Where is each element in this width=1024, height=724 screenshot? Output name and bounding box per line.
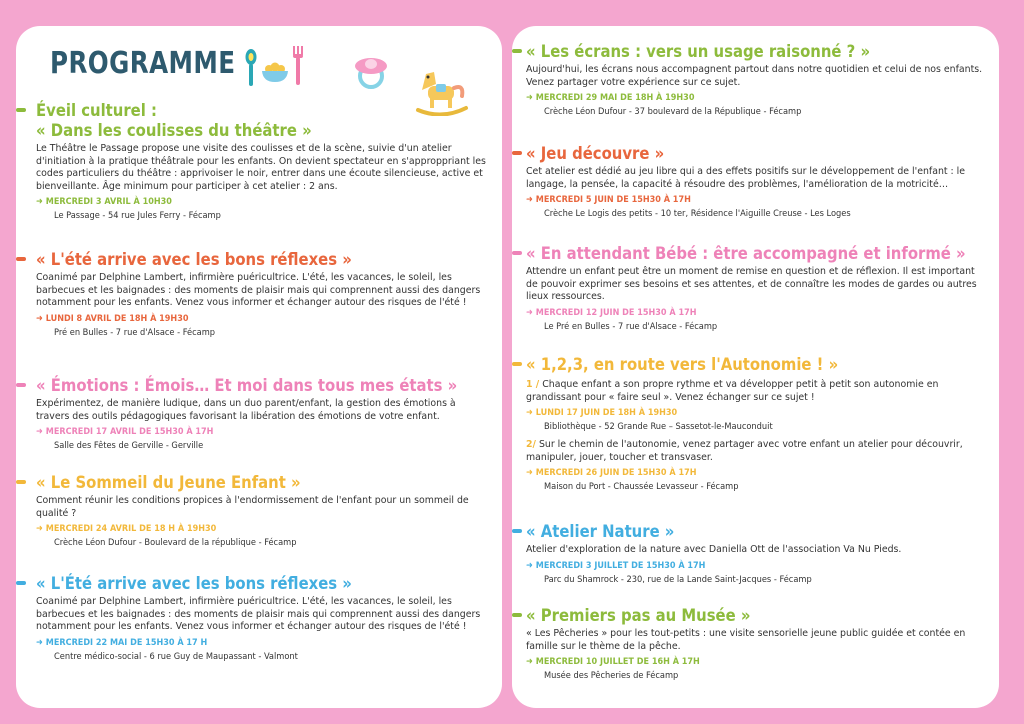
event-autonomie (526, 355, 986, 493)
bullet-marker (512, 151, 522, 155)
event-title (526, 355, 986, 374)
event-title (36, 376, 491, 395)
event-emotions (36, 376, 491, 452)
event-date (36, 426, 491, 438)
event-title-text: « Les écrans : vers un usage raisonné ? » (526, 42, 871, 61)
event-title-line1: Éveil culturel : (36, 101, 157, 120)
event-place: Salle des Fêtes de Gerville - Gerville (54, 440, 204, 452)
event-part1-date (526, 407, 986, 419)
event-date-text: MERCREDI 24 AVRIL DE 18 H À 19H30 (45, 524, 217, 535)
event-date-text: MERCREDI 3 AVRIL À 10H30 (45, 197, 172, 208)
arrow-right-icon: ➜ (526, 657, 533, 668)
event-description: Attendre un enfant peut être un moment de remise en question et de réflexion. Il est important de pouvoir exprimer ses besoins et ses attentes, et de connaître les modes de gardes ou autres lieux ressources. (526, 266, 977, 303)
event-date-text: MERCREDI 29 MAI DE 18H À 19H30 (535, 93, 695, 104)
event-description: Expérimentez, de manière ludique, dans un duo parent/enfant, la gestion des émotions à travers des outils pédagogiques favorisant la libération des émotions de votre enfant. (36, 398, 456, 422)
part-text: Chaque enfant a son propre rythme et va développer petit à petit son autonomie en grandissant pour « faire seul ». Venez échanger sur ce sujet ! (526, 379, 939, 403)
event-ecrans (526, 42, 986, 118)
arrow-right-icon: ➜ (526, 93, 533, 104)
event-description: Aujourd'hui, les écrans nous accompagnent partout dans notre quotidien et celui de nos enfants. Venez partager votre expérience sur ce sujet. (526, 64, 983, 88)
event-part1-place: Bibliothèque - 52 Grande Rue – Sassetot-le-Mauconduit (544, 421, 773, 433)
left-panel (16, 26, 502, 708)
bullet-marker (512, 529, 522, 533)
event-title (36, 473, 491, 492)
event-title (36, 101, 491, 120)
arrow-right-icon: ➜ (36, 427, 43, 438)
event-eveil-culturel (36, 101, 491, 222)
event-title (36, 250, 491, 269)
event-date (526, 194, 986, 206)
bullet-marker (16, 108, 26, 112)
event-place: Musée des Pêcheries de Fécamp (544, 670, 679, 682)
event-title-text: « L'Été arrive avec les bons réflexes » (36, 574, 352, 593)
event-date-text: MERCREDI 12 JUIN DE 15H30 À 17H (535, 307, 697, 318)
bullet-marker (512, 49, 522, 53)
event-description: Coanimé par Delphine Lambert, infirmière puéricultrice. L'été, les vacances, le soleil, les barbecues et les baignades : des moments de plaisir mais qui comprennent aussi des dangers notamment pour les enfants. Venez vous informer et échanger autour des risques de l'été ! (36, 272, 481, 309)
event-title (526, 522, 986, 541)
part-number: 2/ (526, 439, 536, 451)
event-place: Crèche Léon Dufour - 37 boulevard de la République - Fécamp (544, 106, 802, 118)
bowl-icon (260, 62, 290, 84)
bullet-marker (512, 362, 522, 366)
event-place: Pré en Bulles - 7 rue d'Alsace - Fécamp (54, 326, 215, 338)
event-date-text: MERCREDI 26 JUIN DE 15H30 À 17H (535, 468, 697, 479)
event-date (36, 196, 491, 208)
event-date (36, 313, 491, 325)
event-attendant-bebe (526, 244, 986, 333)
right-panel (512, 26, 999, 708)
bullet-marker (16, 581, 26, 585)
part-text: Sur le chemin de l'autonomie, venez partager avec votre enfant un atelier pour découvrir, manipuler, jouer, toucher et transvaser. (526, 439, 963, 463)
event-place: Crèche Léon Dufour - Boulevard de la république - Fécamp (54, 537, 297, 549)
event-premiers-pas-musee (526, 606, 986, 682)
event-description: Comment réunir les conditions propices à l'endormissement de l'enfant pour un sommeil de qualité ? (36, 495, 469, 519)
event-place: Le Pré en Bulles - 7 rue d'Alsace - Fécamp (544, 320, 718, 332)
event-title (36, 574, 491, 593)
event-date-text: MERCREDI 22 MAI DE 15H30 À 17 H (45, 637, 208, 648)
event-date-text: LUNDI 8 AVRIL DE 18H À 19H30 (45, 313, 189, 324)
event-title (526, 144, 986, 163)
event-part2-place: Maison du Port - Chaussée Levasseur - Fécamp (544, 481, 739, 493)
event-description: Le Théâtre le Passage propose une visite des coulisses et de la scène, suivie d'un atelier d'initiation à la pratique théâtrale pour les enfants. On devient spectateur en s'approppriant les codes particuliers du théâtre : apprivoiser le noir, entrer dans une écoute silencieuse, active et bienveillante. Âge minimum pour participer à cet atelier : 2 ans. (36, 143, 486, 192)
arrow-right-icon: ➜ (526, 195, 533, 206)
event-description: Coanimé par Delphine Lambert, infirmière puéricultrice. L'été, les vacances, le soleil, les barbecues et les baignades : des moments de plaisir mais qui comprennent aussi des dangers notamment pour les enfants. Venez vous informer et échanger autour des risques de l'été ! (36, 596, 481, 633)
event-date-text: MERCREDI 5 JUIN DE 15H30 À 17H (535, 195, 691, 206)
bullet-marker (512, 613, 522, 617)
spoon-icon (244, 48, 258, 88)
arrow-right-icon: ➜ (526, 468, 533, 479)
arrow-right-icon: ➜ (526, 307, 533, 318)
bullet-marker (16, 383, 26, 387)
event-part2-date (526, 467, 986, 479)
event-place: Le Passage - 54 rue Jules Ferry - Fécamp (54, 210, 221, 222)
event-date (526, 656, 986, 668)
bullet-marker (16, 257, 26, 261)
event-title-text: « L'été arrive avec les bons réflexes » (36, 250, 352, 269)
event-atelier-nature (526, 522, 986, 586)
event-description: Cet atelier est dédié au jeu libre qui a des effets positifs sur le développement de l'enfant : le langage, la pensée, la capacité à résoudre des problèmes, l'amélioration de la motricité… (526, 166, 966, 190)
bullet-marker (512, 251, 522, 255)
event-ete-reflexes-1 (36, 250, 491, 339)
fork-icon (292, 46, 304, 86)
event-title-text: « Jeu découvre » (526, 144, 665, 163)
event-date-text: MERCREDI 10 JUILLET DE 16H À 17H (535, 657, 700, 668)
event-description: « Les Pêcheries » pour les tout-petits : une visite sensorielle jeune public guidée et contée en famille sur le thème de la pêche. (526, 628, 966, 652)
event-date-text: LUNDI 17 JUIN DE 18H À 19H30 (535, 408, 678, 419)
part-number: 1 / (526, 379, 540, 390)
arrow-right-icon: ➜ (526, 560, 533, 571)
event-date (526, 560, 986, 572)
event-date-text: MERCREDI 17 AVRIL DE 15H30 À 17H (45, 427, 214, 438)
event-ete-reflexes-2 (36, 574, 491, 663)
arrow-right-icon: ➜ (36, 313, 43, 324)
page-title: PROGRAMME (50, 46, 236, 81)
event-place: Parc du Shamrock - 230, rue de la Lande Saint-Jacques - Fécamp (544, 573, 812, 585)
event-title-text: « Émotions : Émois… Et moi dans tous mes états » (36, 376, 458, 395)
arrow-right-icon: ➜ (36, 524, 43, 535)
event-date (526, 307, 986, 319)
event-title-text: « Atelier Nature » (526, 522, 675, 541)
event-place: Crèche Le Logis des petits - 10 ter, Résidence l'Aiguille Creuse - Les Loges (544, 208, 851, 220)
event-title (526, 244, 986, 263)
event-title-line2: « Dans les coulisses du théâtre » (36, 121, 312, 140)
event-date (36, 637, 491, 649)
event-title-text: « Le Sommeil du Jeune Enfant » (36, 473, 301, 492)
event-title-text: « Premiers pas au Musée » (526, 606, 751, 625)
event-part1-description (526, 379, 986, 404)
arrow-right-icon: ➜ (36, 197, 43, 208)
event-title-text: « 1,2,3, en route vers l'Autonomie ! » (526, 355, 839, 374)
event-date (36, 523, 491, 535)
pacifier-icon (350, 54, 394, 90)
event-date-text: MERCREDI 3 JUILLET DE 15H30 À 17H (535, 560, 706, 571)
event-place: Centre médico-social - 6 rue Guy de Maupassant - Valmont (54, 650, 298, 662)
event-title (526, 606, 986, 625)
event-jeu-decouvre (526, 144, 986, 220)
event-title (526, 42, 986, 61)
event-date (526, 92, 986, 104)
arrow-right-icon: ➜ (526, 408, 533, 419)
bullet-marker (16, 480, 26, 484)
event-part2-description (526, 439, 986, 464)
arrow-right-icon: ➜ (36, 637, 43, 648)
event-title-text: « En attendant Bébé : être accompagné et informé » (526, 244, 966, 263)
event-sommeil (36, 473, 491, 549)
event-description: Atelier d'exploration de la nature avec Daniella Ott de l'association Va Nu Pieds. (526, 544, 902, 555)
